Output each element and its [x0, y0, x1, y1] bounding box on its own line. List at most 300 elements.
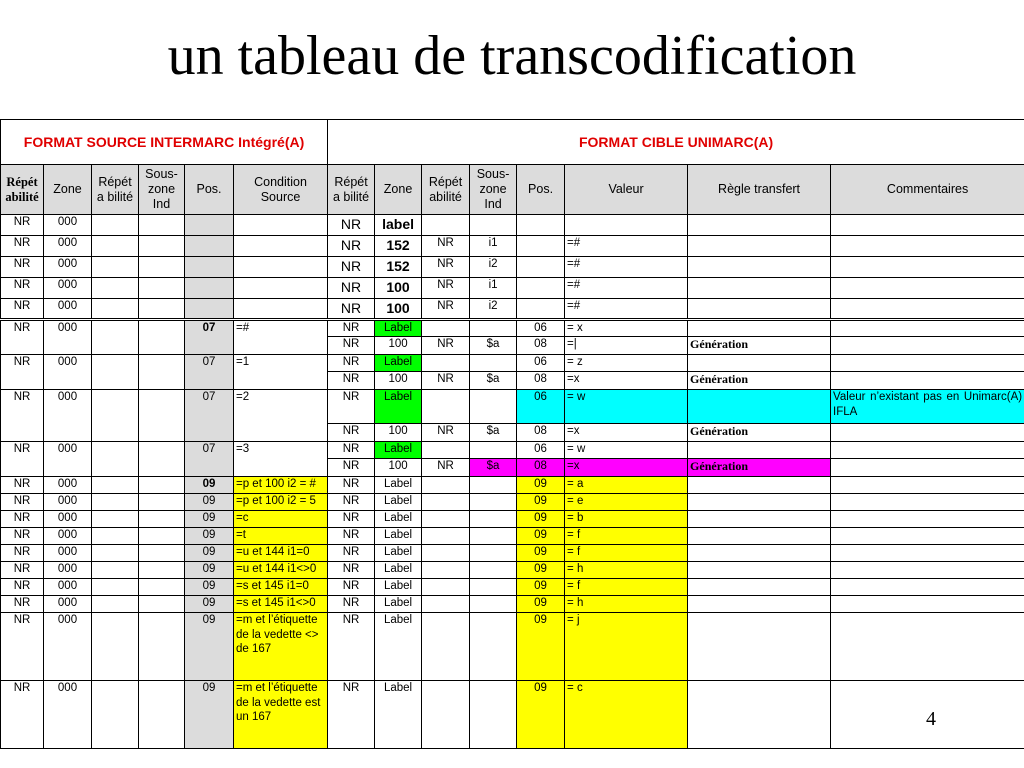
- cell-src-pos: 09: [185, 596, 234, 613]
- cell-src-cond: =s et 145 i1=0: [234, 579, 328, 596]
- cell-tgt-rep2: [422, 613, 470, 681]
- cell-tgt-rep2: [422, 579, 470, 596]
- cell-tgt-sz: $a: [470, 459, 517, 477]
- cell-src-sz: [139, 528, 185, 545]
- cell-src-pos: 07: [185, 390, 234, 442]
- cell-tgt-zone: Label: [375, 511, 422, 528]
- cell-tgt-com: [831, 511, 1024, 528]
- cell-src-rep: NR: [1, 299, 44, 320]
- cell-tgt-sz: [470, 494, 517, 511]
- cell-tgt-rep: NR: [328, 257, 375, 278]
- cell-tgt-pos: [517, 299, 565, 320]
- cell-src-sz: [139, 545, 185, 562]
- cell-src-rep2: [92, 390, 139, 442]
- cell-src-zone: 000: [44, 257, 92, 278]
- cell-tgt-sz: $a: [470, 372, 517, 390]
- cell-src-rep2: [92, 477, 139, 494]
- cell-tgt-rep2: NR: [422, 459, 470, 477]
- cell-tgt-com: [831, 236, 1024, 257]
- cell-tgt-regle: [688, 355, 831, 372]
- cell-tgt-sz: [470, 320, 517, 337]
- cell-src-sz: [139, 562, 185, 579]
- cell-tgt-val: = j: [565, 613, 688, 681]
- table-row: [1, 355, 1024, 372]
- col-header-src-sous-zone: Sous-zone Ind: [139, 165, 185, 215]
- cell-src-rep2: [92, 528, 139, 545]
- cell-tgt-zone: 100: [375, 372, 422, 390]
- target-format-header: FORMAT CIBLE UNIMARC(A): [328, 120, 1024, 165]
- cell-tgt-pos: 09: [517, 579, 565, 596]
- cell-tgt-pos: 06: [517, 442, 565, 459]
- cell-tgt-rep: NR: [328, 545, 375, 562]
- cell-src-zone: 000: [44, 562, 92, 579]
- cell-tgt-com: Valeur n’existant pas en Unimarc(A) IFLA: [831, 390, 1024, 424]
- cell-src-cond: =1: [234, 355, 328, 390]
- cell-src-cond: =p et 100 i2 = #: [234, 477, 328, 494]
- cell-src-cond: [234, 236, 328, 257]
- cell-src-zone: 000: [44, 236, 92, 257]
- cell-tgt-rep: NR: [328, 442, 375, 459]
- cell-src-sz: [139, 278, 185, 299]
- cell-src-rep2: [92, 562, 139, 579]
- cell-src-rep: NR: [1, 494, 44, 511]
- cell-src-cond: [234, 257, 328, 278]
- cell-src-pos: 09: [185, 494, 234, 511]
- cell-tgt-zone: Label: [375, 320, 422, 337]
- cell-tgt-rep: NR: [328, 494, 375, 511]
- cell-src-pos: 09: [185, 562, 234, 579]
- cell-tgt-com: [831, 442, 1024, 459]
- cell-tgt-val: = x: [565, 320, 688, 337]
- cell-src-rep2: [92, 257, 139, 278]
- cell-tgt-pos: [517, 236, 565, 257]
- cell-src-pos: 09: [185, 511, 234, 528]
- cell-src-sz: [139, 215, 185, 236]
- cell-tgt-pos: 09: [517, 596, 565, 613]
- transcoding-table: [0, 119, 1024, 749]
- cell-src-rep: NR: [1, 278, 44, 299]
- table-row: [1, 596, 1024, 613]
- cell-src-rep2: [92, 545, 139, 562]
- cell-src-sz: [139, 442, 185, 477]
- cell-tgt-val: =#: [565, 278, 688, 299]
- cell-tgt-val: =#: [565, 257, 688, 278]
- cell-tgt-rep: NR: [328, 299, 375, 320]
- cell-tgt-sz: [470, 613, 517, 681]
- cell-src-rep: NR: [1, 681, 44, 749]
- cell-tgt-zone: Label: [375, 355, 422, 372]
- col-header-tgt-sous-zone: Sous-zone Ind: [470, 165, 517, 215]
- cell-tgt-zone: label: [375, 215, 422, 236]
- cell-src-pos: [185, 257, 234, 278]
- cell-tgt-pos: [517, 257, 565, 278]
- cell-tgt-pos: 09: [517, 681, 565, 749]
- cell-tgt-regle: [688, 257, 831, 278]
- cell-tgt-zone: 100: [375, 299, 422, 320]
- cell-src-pos: 09: [185, 477, 234, 494]
- cell-tgt-pos: 09: [517, 477, 565, 494]
- cell-tgt-com: [831, 320, 1024, 337]
- cell-src-sz: [139, 390, 185, 442]
- cell-tgt-val: = e: [565, 494, 688, 511]
- cell-tgt-pos: [517, 215, 565, 236]
- cell-tgt-com: [831, 562, 1024, 579]
- table-row: [1, 681, 1024, 749]
- cell-tgt-com: [831, 424, 1024, 442]
- cell-src-rep: NR: [1, 613, 44, 681]
- cell-src-cond: =m et l’étiquette de la vedette est un 167: [234, 681, 328, 749]
- cell-tgt-val: = f: [565, 528, 688, 545]
- cell-tgt-sz: [470, 562, 517, 579]
- cell-tgt-zone: Label: [375, 562, 422, 579]
- cell-src-sz: [139, 299, 185, 320]
- cell-src-cond: =s et 145 i1<>0: [234, 596, 328, 613]
- cell-src-sz: [139, 477, 185, 494]
- cell-src-sz: [139, 681, 185, 749]
- cell-tgt-rep: NR: [328, 424, 375, 442]
- cell-tgt-zone: Label: [375, 681, 422, 749]
- cell-tgt-regle: [688, 545, 831, 562]
- page-title: un tableau de transcodification: [167, 25, 857, 87]
- cell-tgt-rep: NR: [328, 278, 375, 299]
- cell-tgt-val: =|: [565, 337, 688, 355]
- cell-tgt-regle: [688, 320, 831, 337]
- cell-tgt-rep2: [422, 494, 470, 511]
- cell-tgt-zone: Label: [375, 494, 422, 511]
- cell-tgt-pos: 08: [517, 337, 565, 355]
- cell-tgt-zone: 152: [375, 257, 422, 278]
- cell-src-cond: =2: [234, 390, 328, 442]
- cell-src-zone: 000: [44, 278, 92, 299]
- cell-tgt-regle: [688, 494, 831, 511]
- cell-tgt-pos: [517, 278, 565, 299]
- cell-tgt-val: = f: [565, 545, 688, 562]
- cell-src-zone: 000: [44, 579, 92, 596]
- cell-tgt-rep: NR: [328, 477, 375, 494]
- cell-tgt-rep2: NR: [422, 278, 470, 299]
- cell-tgt-sz: [470, 528, 517, 545]
- cell-tgt-zone: 100: [375, 459, 422, 477]
- table-row: [1, 320, 1024, 337]
- table-row: [1, 511, 1024, 528]
- cell-tgt-rep2: [422, 320, 470, 337]
- table-row: [1, 442, 1024, 459]
- cell-src-zone: 000: [44, 320, 92, 355]
- col-header-src-condition: Condition Source: [234, 165, 328, 215]
- cell-tgt-rep: NR: [328, 579, 375, 596]
- cell-tgt-val: [565, 215, 688, 236]
- cell-tgt-rep2: [422, 215, 470, 236]
- cell-src-rep2: [92, 579, 139, 596]
- cell-tgt-rep2: NR: [422, 299, 470, 320]
- cell-tgt-sz: [470, 579, 517, 596]
- cell-tgt-rep2: NR: [422, 337, 470, 355]
- cell-src-rep2: [92, 596, 139, 613]
- cell-tgt-pos: 09: [517, 613, 565, 681]
- cell-tgt-val: = w: [565, 442, 688, 459]
- cell-tgt-com: [831, 528, 1024, 545]
- cell-src-rep: NR: [1, 596, 44, 613]
- cell-tgt-rep: NR: [328, 528, 375, 545]
- cell-tgt-val: =#: [565, 236, 688, 257]
- cell-tgt-regle: [688, 596, 831, 613]
- cell-tgt-sz: [470, 681, 517, 749]
- cell-src-sz: [139, 511, 185, 528]
- cell-src-rep: NR: [1, 511, 44, 528]
- cell-src-cond: =u et 144 i1=0: [234, 545, 328, 562]
- cell-src-rep: NR: [1, 442, 44, 477]
- cell-src-pos: [185, 236, 234, 257]
- cell-src-zone: 000: [44, 681, 92, 749]
- col-header-src-zone: Zone: [44, 165, 92, 215]
- cell-tgt-rep2: NR: [422, 372, 470, 390]
- cell-tgt-com: [831, 257, 1024, 278]
- cell-tgt-val: =#: [565, 299, 688, 320]
- cell-tgt-sz: [470, 596, 517, 613]
- cell-tgt-rep: NR: [328, 681, 375, 749]
- table-row: [1, 528, 1024, 545]
- cell-tgt-com: [831, 215, 1024, 236]
- cell-src-sz: [139, 613, 185, 681]
- cell-src-pos: 09: [185, 681, 234, 749]
- cell-tgt-rep: NR: [328, 613, 375, 681]
- cell-src-rep2: [92, 442, 139, 477]
- cell-tgt-sz: i1: [470, 236, 517, 257]
- cell-tgt-regle: Génération: [688, 372, 831, 390]
- table-row: [1, 278, 1024, 299]
- table-row: [1, 236, 1024, 257]
- cell-src-zone: 000: [44, 545, 92, 562]
- table-row: [1, 562, 1024, 579]
- cell-tgt-regle: [688, 579, 831, 596]
- cell-src-pos: [185, 278, 234, 299]
- cell-tgt-com: [831, 579, 1024, 596]
- table-row: [1, 477, 1024, 494]
- cell-tgt-regle: Génération: [688, 337, 831, 355]
- cell-src-zone: 000: [44, 494, 92, 511]
- cell-src-rep: NR: [1, 579, 44, 596]
- cell-tgt-sz: i2: [470, 257, 517, 278]
- cell-src-rep2: [92, 215, 139, 236]
- cell-src-pos: [185, 215, 234, 236]
- cell-tgt-val: = z: [565, 355, 688, 372]
- cell-src-sz: [139, 579, 185, 596]
- cell-tgt-sz: [470, 477, 517, 494]
- cell-tgt-rep: NR: [328, 596, 375, 613]
- cell-src-sz: [139, 355, 185, 390]
- cell-tgt-val: =x: [565, 372, 688, 390]
- cell-tgt-pos: 06: [517, 390, 565, 424]
- cell-tgt-sz: [470, 215, 517, 236]
- cell-src-rep: NR: [1, 477, 44, 494]
- cell-tgt-regle: [688, 215, 831, 236]
- cell-src-sz: [139, 596, 185, 613]
- cell-tgt-sz: [470, 390, 517, 424]
- cell-tgt-val: = a: [565, 477, 688, 494]
- cell-src-rep: NR: [1, 257, 44, 278]
- cell-tgt-regle: [688, 278, 831, 299]
- cell-tgt-com: [831, 337, 1024, 355]
- cell-tgt-pos: 06: [517, 320, 565, 337]
- cell-tgt-regle: [688, 299, 831, 320]
- cell-src-zone: 000: [44, 355, 92, 390]
- col-header-src-repet2: Répét a bilité: [92, 165, 139, 215]
- table-row: [1, 494, 1024, 511]
- cell-tgt-regle: [688, 477, 831, 494]
- cell-tgt-regle: Génération: [688, 424, 831, 442]
- table-row: [1, 299, 1024, 320]
- cell-src-rep2: [92, 355, 139, 390]
- table-row: [1, 545, 1024, 562]
- cell-tgt-zone: 100: [375, 337, 422, 355]
- cell-src-rep2: [92, 278, 139, 299]
- cell-tgt-rep2: [422, 442, 470, 459]
- cell-src-rep: NR: [1, 562, 44, 579]
- cell-src-cond: =m et l’étiquette de la vedette <> de 167: [234, 613, 328, 681]
- cell-src-cond: =c: [234, 511, 328, 528]
- cell-tgt-rep: NR: [328, 320, 375, 337]
- cell-tgt-val: = c: [565, 681, 688, 749]
- cell-tgt-rep2: NR: [422, 257, 470, 278]
- cell-tgt-com: [831, 278, 1024, 299]
- cell-tgt-zone: Label: [375, 390, 422, 424]
- cell-tgt-rep: NR: [328, 562, 375, 579]
- cell-tgt-rep2: NR: [422, 424, 470, 442]
- cell-tgt-pos: 08: [517, 459, 565, 477]
- cell-src-rep: NR: [1, 236, 44, 257]
- col-header-src-repet: Répét abilité: [1, 165, 44, 215]
- cell-tgt-zone: Label: [375, 545, 422, 562]
- cell-src-sz: [139, 236, 185, 257]
- cell-src-sz: [139, 257, 185, 278]
- cell-tgt-regle: [688, 236, 831, 257]
- col-header-tgt-zone: Zone: [375, 165, 422, 215]
- cell-tgt-pos: 08: [517, 424, 565, 442]
- cell-tgt-pos: 06: [517, 355, 565, 372]
- cell-src-pos: 07: [185, 355, 234, 390]
- source-format-header: FORMAT SOURCE INTERMARC Intégré(A): [1, 120, 328, 165]
- cell-src-pos: 07: [185, 320, 234, 355]
- cell-tgt-rep: NR: [328, 355, 375, 372]
- table-row: [1, 257, 1024, 278]
- table-row: [1, 579, 1024, 596]
- cell-tgt-rep: NR: [328, 215, 375, 236]
- cell-tgt-sz: i2: [470, 299, 517, 320]
- cell-tgt-pos: 09: [517, 528, 565, 545]
- cell-tgt-com: [831, 459, 1024, 477]
- cell-tgt-val: = f: [565, 579, 688, 596]
- cell-tgt-pos: 09: [517, 562, 565, 579]
- cell-tgt-com: [831, 613, 1024, 681]
- cell-tgt-zone: Label: [375, 613, 422, 681]
- cell-src-zone: 000: [44, 299, 92, 320]
- cell-tgt-rep2: NR: [422, 236, 470, 257]
- col-header-tgt-pos: Pos.: [517, 165, 565, 215]
- cell-tgt-rep2: [422, 355, 470, 372]
- cell-tgt-sz: [470, 545, 517, 562]
- cell-src-rep2: [92, 613, 139, 681]
- cell-src-rep: NR: [1, 320, 44, 355]
- cell-tgt-val: = w: [565, 390, 688, 424]
- cell-src-pos: 09: [185, 613, 234, 681]
- cell-src-cond: [234, 215, 328, 236]
- cell-src-zone: 000: [44, 390, 92, 442]
- cell-tgt-regle: [688, 442, 831, 459]
- cell-src-zone: 000: [44, 596, 92, 613]
- cell-tgt-pos: 09: [517, 511, 565, 528]
- cell-src-cond: =3: [234, 442, 328, 477]
- cell-src-zone: 000: [44, 442, 92, 477]
- cell-src-zone: 000: [44, 528, 92, 545]
- cell-tgt-sz: [470, 355, 517, 372]
- cell-tgt-rep2: [422, 528, 470, 545]
- cell-tgt-val: =x: [565, 459, 688, 477]
- cell-src-rep2: [92, 511, 139, 528]
- cell-tgt-rep2: [422, 511, 470, 528]
- cell-src-rep: NR: [1, 545, 44, 562]
- cell-tgt-zone: 152: [375, 236, 422, 257]
- cell-tgt-sz: $a: [470, 337, 517, 355]
- cell-tgt-rep2: [422, 681, 470, 749]
- table-row: [1, 215, 1024, 236]
- cell-tgt-val: =x: [565, 424, 688, 442]
- col-header-tgt-valeur: Valeur: [565, 165, 688, 215]
- cell-tgt-rep: NR: [328, 337, 375, 355]
- cell-src-pos: 09: [185, 545, 234, 562]
- cell-tgt-val: = b: [565, 511, 688, 528]
- cell-tgt-zone: Label: [375, 528, 422, 545]
- cell-tgt-regle: [688, 562, 831, 579]
- cell-tgt-pos: 08: [517, 372, 565, 390]
- cell-src-cond: [234, 299, 328, 320]
- cell-tgt-regle: [688, 613, 831, 681]
- col-header-src-pos: Pos.: [185, 165, 234, 215]
- cell-tgt-pos: 09: [517, 545, 565, 562]
- cell-tgt-zone: 100: [375, 424, 422, 442]
- cell-src-rep2: [92, 320, 139, 355]
- cell-src-cond: =p et 100 i2 = 5: [234, 494, 328, 511]
- table-row: [1, 613, 1024, 681]
- cell-tgt-rep2: [422, 596, 470, 613]
- cell-tgt-sz: $a: [470, 424, 517, 442]
- cell-tgt-sz: i1: [470, 278, 517, 299]
- cell-tgt-zone: Label: [375, 596, 422, 613]
- cell-tgt-regle: [688, 681, 831, 749]
- cell-tgt-rep2: [422, 562, 470, 579]
- cell-tgt-regle: [688, 390, 831, 424]
- col-header-tgt-commentaires: Commentaires: [831, 165, 1024, 215]
- cell-tgt-sz: [470, 442, 517, 459]
- cell-src-rep: NR: [1, 355, 44, 390]
- cell-src-cond: =t: [234, 528, 328, 545]
- cell-src-pos: [185, 299, 234, 320]
- cell-tgt-sz: [470, 511, 517, 528]
- cell-tgt-rep: NR: [328, 390, 375, 424]
- cell-src-cond: [234, 278, 328, 299]
- cell-src-rep2: [92, 236, 139, 257]
- cell-src-rep: NR: [1, 215, 44, 236]
- cell-tgt-zone: 100: [375, 278, 422, 299]
- cell-src-sz: [139, 320, 185, 355]
- cell-tgt-regle: [688, 511, 831, 528]
- cell-src-rep2: [92, 681, 139, 749]
- cell-tgt-val: = h: [565, 596, 688, 613]
- cell-tgt-com: [831, 545, 1024, 562]
- cell-tgt-com: [831, 477, 1024, 494]
- cell-tgt-val: = h: [565, 562, 688, 579]
- cell-tgt-rep2: [422, 545, 470, 562]
- cell-src-rep: NR: [1, 528, 44, 545]
